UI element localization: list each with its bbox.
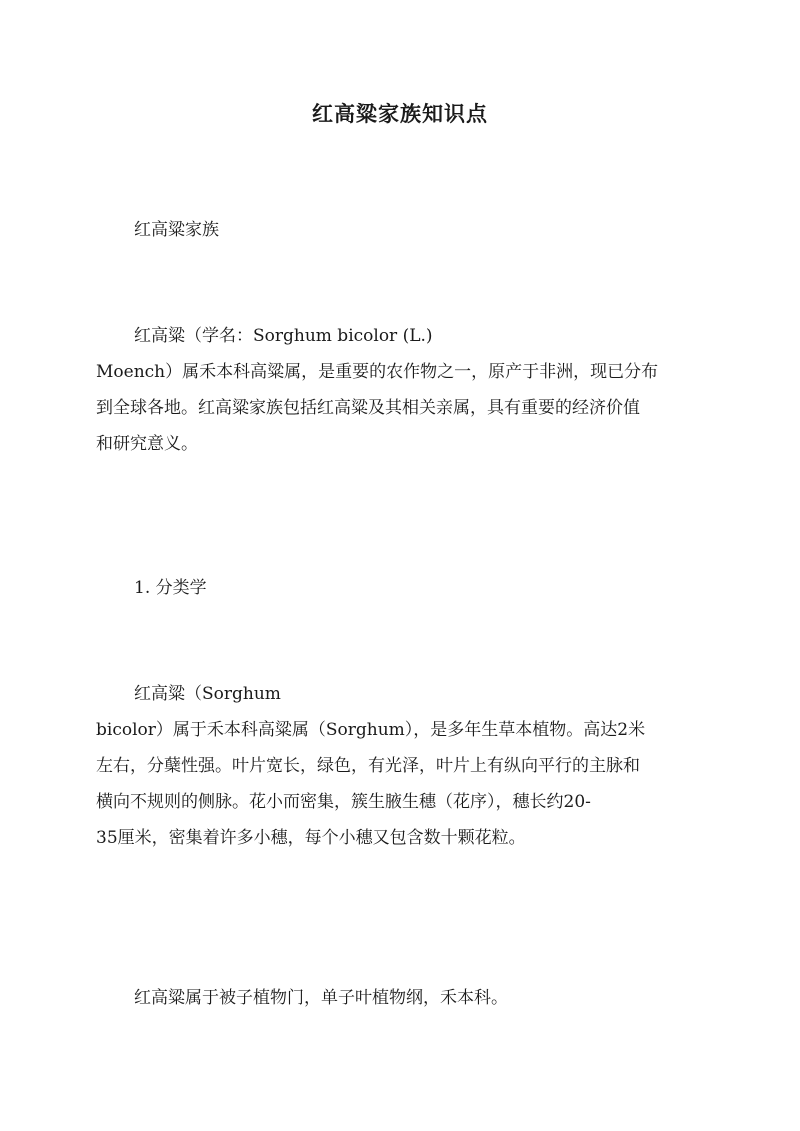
- description-paragraph: [96, 676, 704, 856]
- classification-paragraph: [96, 980, 704, 1016]
- intro-line: 和研究意义。: [96, 434, 198, 454]
- intro-line: Moench）属禾本科高粱属，是重要的农作物之一，原产于非洲，现已分布: [96, 362, 659, 382]
- intro-line: 红高粱（学名：Sorghum bicolor (L.): [134, 326, 433, 346]
- intro-paragraph: [96, 318, 704, 462]
- document-title: 红高粱家族知识点: [312, 101, 488, 126]
- heading-text: 红高粱家族: [134, 220, 219, 240]
- description-line: 红高粱（Sorghum: [134, 684, 281, 704]
- description-line: 横向不规则的侧脉。花小而密集，簇生腋生穗（花序），穗长约20-: [96, 792, 591, 812]
- description-line: bicolor）属于禾本科高粱属（Sorghum），是多年生草本植物。高达2米: [96, 720, 646, 740]
- heading-paragraph: [96, 212, 704, 248]
- description-line: 左右，分蘖性强。叶片宽长，绿色，有光泽，叶片上有纵向平行的主脉和: [96, 756, 640, 776]
- section-title: 1. 分类学: [134, 578, 207, 598]
- classification-text: 红高粱属于被子植物门，单子叶植物纲，禾本科。: [134, 988, 508, 1008]
- description-line: 35厘米，密集着许多小穗，每个小穗又包含数十颗花粒。: [96, 828, 526, 848]
- intro-line: 到全球各地。红高粱家族包括红高粱及其相关亲属，具有重要的经济价值: [96, 398, 640, 418]
- section-heading: [96, 570, 704, 606]
